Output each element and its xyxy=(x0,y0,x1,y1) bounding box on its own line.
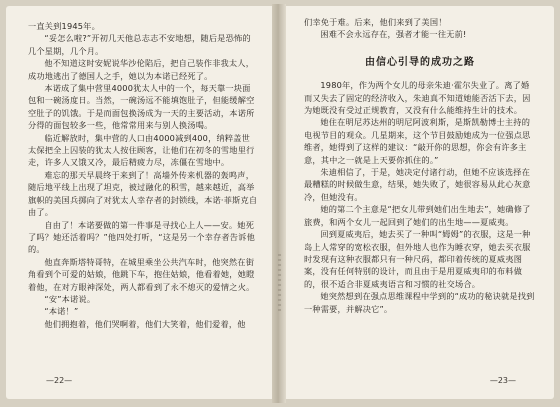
paragraph: 她突然想到在强点思维课程中学到的“成功的秘诀就是找到一种需要，并解决它”。 xyxy=(304,291,535,314)
paragraph: 她住在明尼苏达州的明尼阿波利斯，是斯凯勒博士主持的电视节目的观众。几星期来，这个节目鼓励她成为一位强点思维者，她得到了这样的建议：“敲开你的思想，你会有许多主意，其中之一就是上天要你抓住的。” xyxy=(304,117,531,165)
paragraph: 们幸免于难。后来，他们来到了美国！ xyxy=(304,17,447,27)
paragraph: “安”本诺说。 xyxy=(44,293,96,304)
paragraph: 自由了！本诺要做的第一件事是寻找心上人——安。她死了吗？她还活着吗？”他四处打听，“这是另一个幸存者告诉他的。 xyxy=(28,219,255,255)
paragraph: 1980年，作为两个女儿的母亲朱迪·霍尔失业了。离了婚而又失去了固定的经济收入，朱迪真不知道她能否活下去，因为她既没有受过正规教育，又没有什么能维持生计的技术。 xyxy=(304,80,531,116)
paragraph: 困难不会永远存在，强者才能一往无前! xyxy=(320,29,467,40)
chapter-title: 由信心引导的成功之路 xyxy=(365,56,475,68)
left-page-text xyxy=(28,20,258,330)
paragraph: 本诺成了集中营里4000犹太人中的一个，每天靠一块面包和一碗汤度日。当然，一碗汤远不能填饱肚子，但能缓解空空肚子的饥饿。于是而面包换汤成为一天的主要活动，本诺所分得的面包较多一些，他常常用来与别人换汤喝。 xyxy=(28,83,255,131)
book-gutter xyxy=(272,4,286,403)
paragraph: 朱迪相信了，于是，她决定付诸行动，但她不应该选择在最糟糕的时候做生意，结果，她失败了，她很容易从此心灰意冷，但她没有。 xyxy=(304,167,531,202)
paragraph: 临近解放时，集中营的人口由4000减到400，纳粹盖世太保把全上囚装的犹太人按住顾客，让他们在初冬的雪地里行走，许多人又饿又冷，最后精疲力尽，冻僵在雪地中。 xyxy=(28,132,255,168)
paragraph: 他们拥抱着，他们哭啊着，他们大笑着，他们爱着，他 xyxy=(44,318,246,329)
paragraph: 回到夏威夷后，她去买了一种叫“姆姆”的衣服，这是一种岛上人常穿的宽松衣服，但外地人也作为睡衣穿，她去买衣服时发现有这种衣服都只有一种尺码，都印着传统的夏威夷图案，没有任何特别的设计，而且由于是用夏威夷印的布料做的，很不适合非夏威夷语言和习惯的社交场合。 xyxy=(304,229,531,289)
binding-mark xyxy=(278,254,281,314)
left-page xyxy=(6,6,272,399)
right-page xyxy=(286,6,554,399)
page-number: —23— xyxy=(489,376,516,385)
paragraph: 一直关到1945年。 xyxy=(28,21,100,31)
paragraph: 他不知道这时安妮说华沙伦陷后，把自己装作非我太人，成功地逃出了德国人之手，她以为本诺已经死了。 xyxy=(28,58,255,81)
right-page-text xyxy=(304,16,536,315)
paragraph: 他直奔斯塔特哥特，在城里乘坐公共汽车时，他突然在街角看到个可爱的姑娘，他跳下车，抱住姑娘，他看着她，她瞪着他，在对方眼神深处，两人都看到了永不熄灭的爱情之火。 xyxy=(28,256,255,292)
paragraph: 难忘的那天早晨终于来到了！高墙外传来机器的轰鸣声，随后地平线上出现了坦克，被过融化的积雪，越来越近，高举旗帜的美国兵掷向了对犹太人幸存者的封锁线，本诺·菲斯克自由了。 xyxy=(28,169,258,218)
page-number: —22— xyxy=(46,376,73,385)
paragraph: 她的第二个主意是“把女儿带到她们出生地去”，她确修了旅费，和两个女儿一起回到了她们的出生地——夏威夷。 xyxy=(304,204,531,227)
paragraph: “本诺！” xyxy=(44,306,79,317)
paragraph: “妥怎么啦?”开初几天他总志志不安地想，随后是恐怖的几个星期，几个月。 xyxy=(28,33,251,56)
